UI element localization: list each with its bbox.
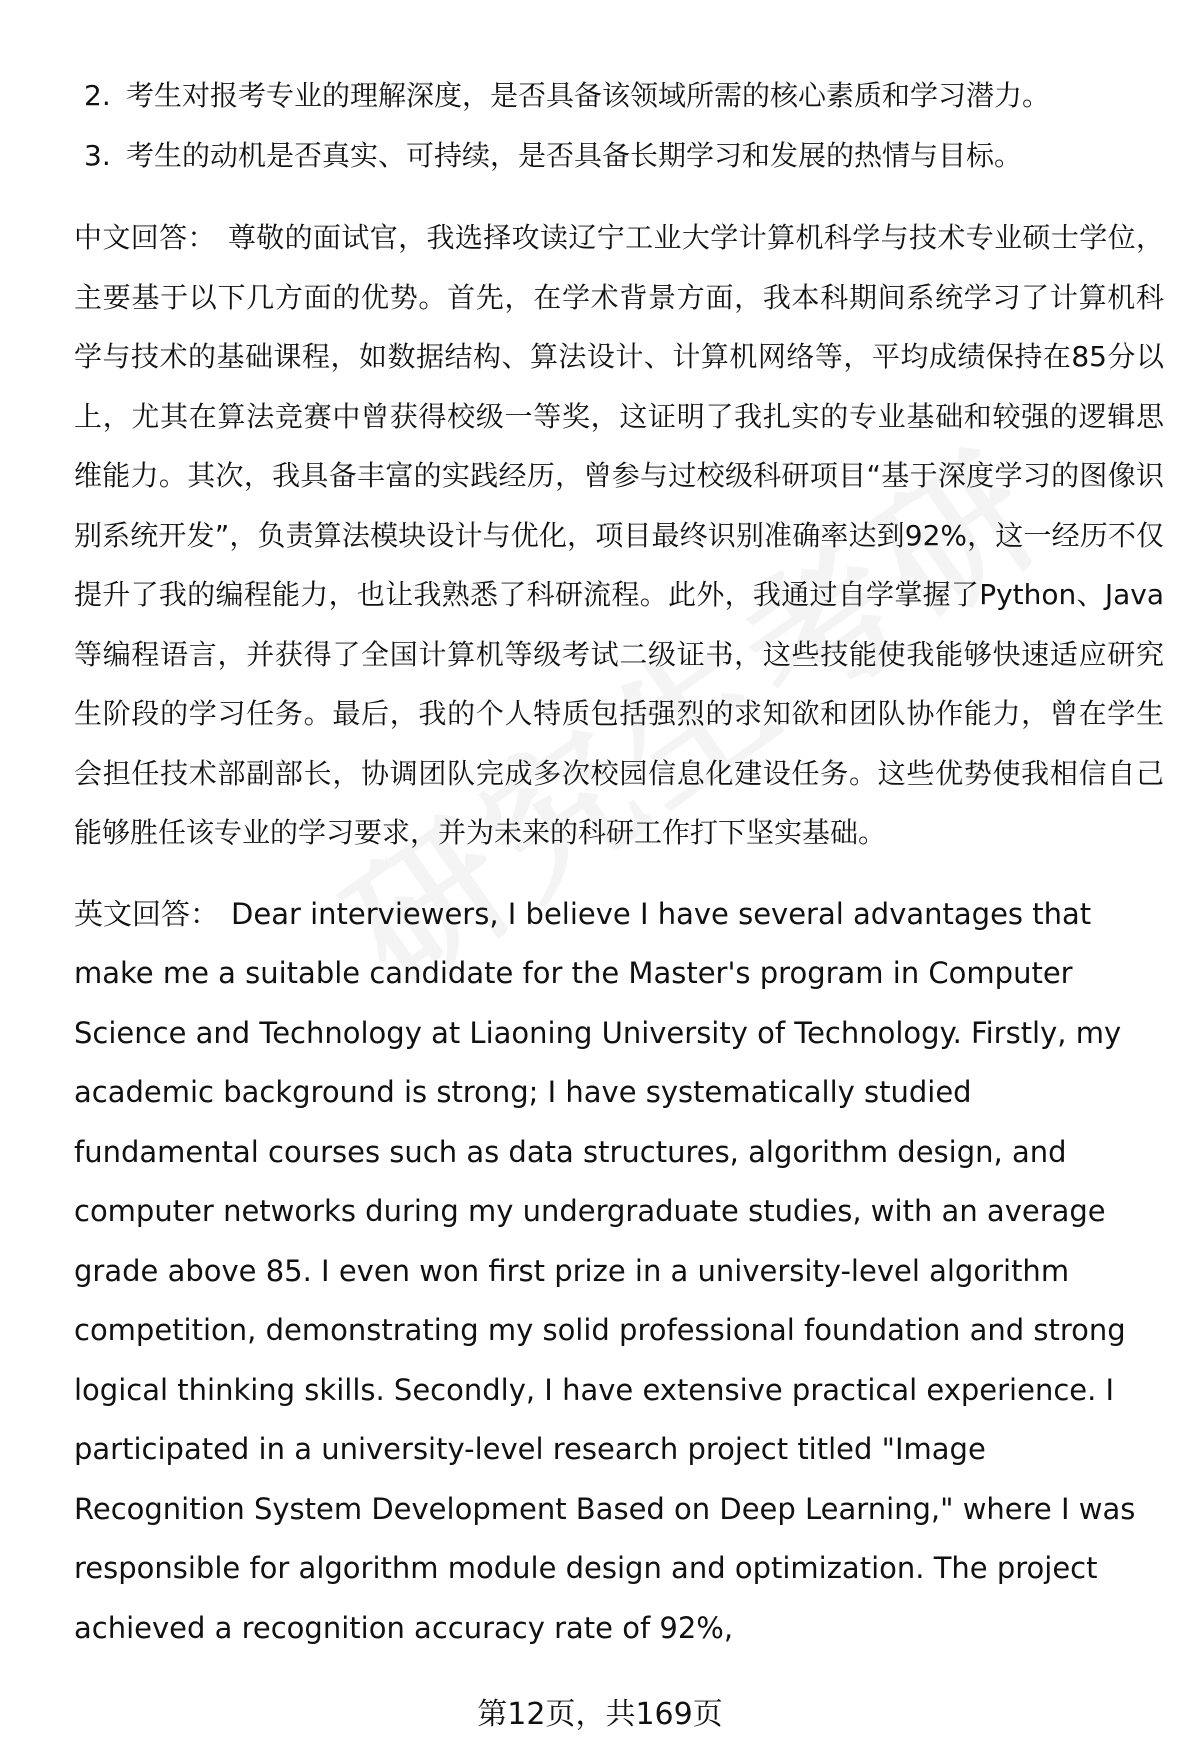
chinese-answer-text: 尊敬的面试官，我选择攻读辽宁工业大学计算机科学与技术专业硕士学位，主要基于以下几方面的优势。首先，在学术背景方面，我本科期间系统学习了计算机科学与技术的基础课程，如数据结构、算法设计、计算机网络等，平均成绩保持在85分以上，尤其在算法竞赛中曾获得校级一等奖，这证明了我扎实的专业基础和较强的逻辑思维能力。其次，我具备丰富的实践经历，曾参与过校级科研项目“基于深度学习的图像识别系统开发”，负责算法模块设计与优化，项目最终识别准确率达到92%，这一经历不仅提升了我的编程能力，也让我熟悉了科研流程。此外，我通过自学掌握了Python、Java等编程语言，并获得了全国计算机等级考试二级证书，这些技能使我能够快速适应研究生阶段的学习任务。最后，我的个人特质包括强烈的求知欲和团队协作能力，曾在学生会担任技术部副部长，协调团队完成多次校园信息化建设任务。这些优势使我相信自己能够胜任该专业的学习要求，并为未来的科研工作打下坚实基础。 [74, 221, 1164, 849]
chinese-answer-paragraph [74, 208, 1164, 863]
list-text: 考生对报考专业的理解深度，是否具备该领域所需的核心素质和学习潜力。 [126, 79, 1051, 112]
page-number: 第12页，共169页 [477, 1697, 723, 1732]
list-text: 考生的动机是否真实、可持续，是否具备长期学习和发展的热情与目标。 [126, 139, 1023, 172]
english-answer-text: Dear interviewers, I believe I have several advantages that make me a suitable candidate for the Master's program in Computer Science and Technology at Liaoning University of Technology. Firstly, my academic background is strong; I have systematically studied fundamental courses such as data structures, algorithm design, and computer networks during my undergraduate studies, with an average grade above 85. I even won first prize in a university-level algorithm competition, demonstrating my solid professional foundation and strong logical thinking skills. Secondly, I have extensive practical experience. I participated in a university-level research project titled "Image Recognition System Development Based on Deep Learning," where I was responsible for algorithm module design and optimization. The project achieved a recognition accuracy rate of 92%, [74, 896, 1136, 1645]
list-number: 2. [84, 79, 111, 112]
list-item [74, 66, 1164, 126]
english-answer-label: 英文回答： [74, 896, 220, 931]
page-content [74, 66, 1164, 1658]
chinese-answer-label: 中文回答： [74, 221, 216, 254]
english-answer-paragraph [74, 885, 1164, 1659]
list-item [74, 126, 1164, 186]
list-number: 3. [84, 139, 111, 172]
